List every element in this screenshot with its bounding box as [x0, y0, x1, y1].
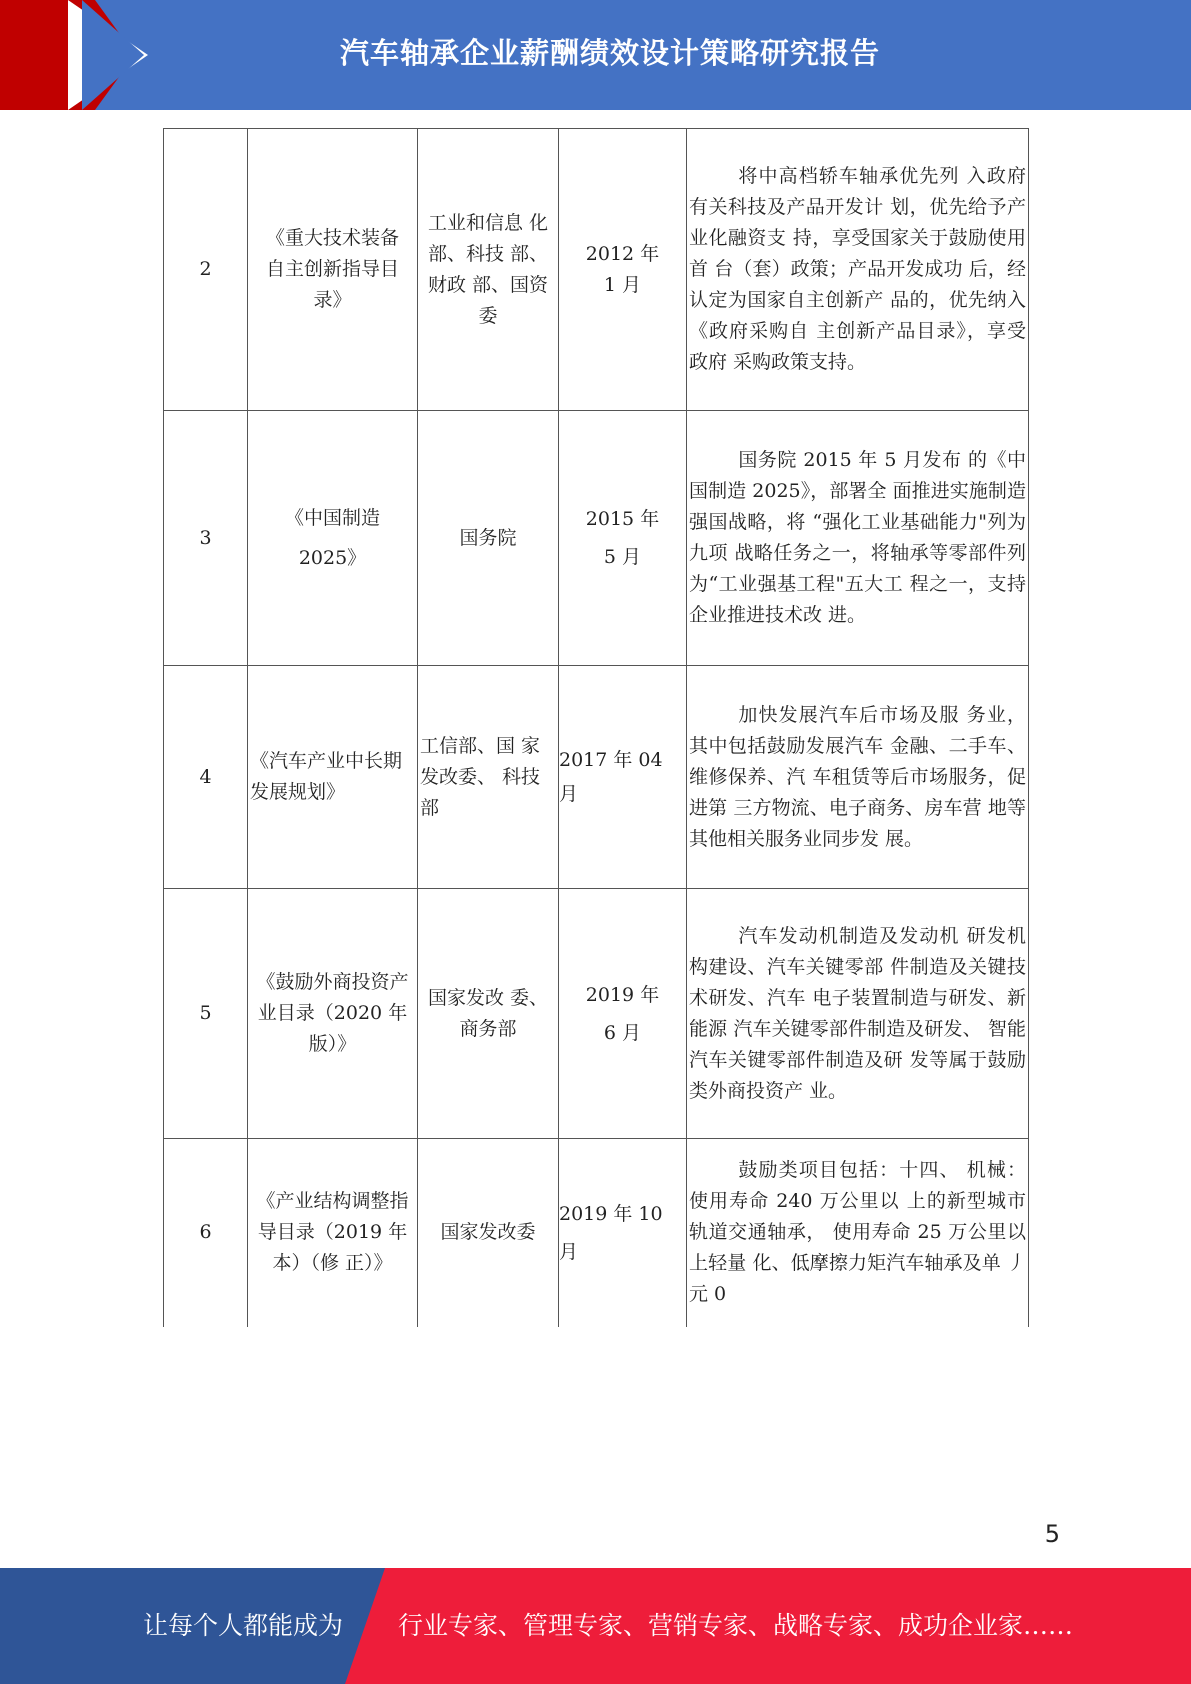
- row-number: 6: [164, 1139, 248, 1327]
- policy-table: [163, 128, 1029, 1327]
- table-row: [164, 129, 1029, 411]
- policy-content-text: 鼓励类项目包括：十四、 机械：使用寿命 240 万公里以 上的新型城市轨道交通轴承， 使用寿命 25 万公里以上轻量 化、低摩擦力矩汽车轴承及单 丿元 0: [689, 1159, 1026, 1306]
- policy-content: [687, 1139, 1029, 1327]
- policy-content: [687, 129, 1029, 411]
- issuing-department: 工业和信息 化部、科技 部、财政 部、国资委: [418, 129, 559, 411]
- footer-blue-slant: [345, 1568, 385, 1684]
- header-blue-notch: [82, 0, 144, 110]
- policy-content: [687, 889, 1029, 1139]
- issue-date: 2019 年 10 月: [559, 1139, 687, 1327]
- document-title: 汽车轴承企业薪酬绩效设计策略研究报告: [339, 36, 880, 70]
- issuing-department: 工信部、国 家发改委、 科技部: [418, 666, 559, 889]
- policy-content-text: 国务院 2015 年 5 月发布 的《中国制造 2025》，部署全 面推进实施制造强国战略，将 “强化工业基础能力"列为九项 战略任务之一，将轴承等零部件列为“工业强基工程"五大工 程之一，支持企业推进技术改 进。: [689, 449, 1026, 626]
- row-number: 3: [164, 411, 248, 666]
- policy-name: 《鼓励外商投资产业目录（2020 年版）》: [248, 889, 418, 1139]
- policy-name: 《重大技术装备自主创新指导目录》: [248, 129, 418, 411]
- page-number: 5: [1044, 1520, 1060, 1548]
- policy-name: 《汽车产业中长期发展规划》: [248, 666, 418, 889]
- policy-content-text: 汽车发动机制造及发动机 研发机构建设、汽车关键零部 件制造及关键技术研发、汽车 电子装置制造与研发、新能源 汽车关键零部件制造及研发、 智能汽车关键零部件制造及研 发等属于鼓励类外商投资产 业。: [689, 924, 1026, 1102]
- page-footer: [0, 1568, 1191, 1684]
- issue-date: 2017 年 04 月: [559, 666, 687, 889]
- policy-name: 《产业结构调整指导目录（2019 年本）（修 正）》: [248, 1139, 418, 1327]
- issuing-department: 国家发改 委、商务部: [418, 889, 559, 1139]
- policy-content-text: 加快发展汽车后市场及服 务业，其中包括鼓励发展汽车 金融、二手车、维修保养、汽 车租赁等后市场服务，促进第 三方物流、电子商务、房车营 地等其他相关服务业同步发 展。: [689, 703, 1026, 850]
- table-row: [164, 1139, 1029, 1327]
- table-row: [164, 889, 1029, 1139]
- row-number: 4: [164, 666, 248, 889]
- table-row: [164, 411, 1029, 666]
- row-number: 5: [164, 889, 248, 1139]
- issue-date: 2012 年 1 月: [559, 129, 687, 411]
- issuing-department: 国务院: [418, 411, 559, 666]
- footer-slogan-left: 让每个人都能成为: [143, 1611, 344, 1640]
- policy-name: 《中国制造 2025》: [248, 411, 418, 666]
- issue-date: 2019 年 6 月: [559, 889, 687, 1139]
- table-row: [164, 666, 1029, 889]
- footer-slogan-right: 行业专家、管理专家、营销专家、战略专家、成功企业家……: [398, 1611, 1074, 1640]
- page-header: [0, 0, 1191, 110]
- policy-content: [687, 666, 1029, 889]
- policy-content-text: 将中高档轿车轴承优先列 入政府有关科技及产品开发计 划，优先给予产业化融资支 持，享受国家关于鼓励使用首 台（套）政策；产品开发成功 后，经认定为国家自主创新产 品的，优先纳入《政府采购自 主创新产品目录》，享受政府 采购政策支持。: [689, 165, 1026, 373]
- issuing-department: 国家发改委: [418, 1139, 559, 1327]
- policy-content: [687, 411, 1029, 666]
- row-number: 2: [164, 129, 248, 411]
- issue-date: 2015 年 5 月: [559, 411, 687, 666]
